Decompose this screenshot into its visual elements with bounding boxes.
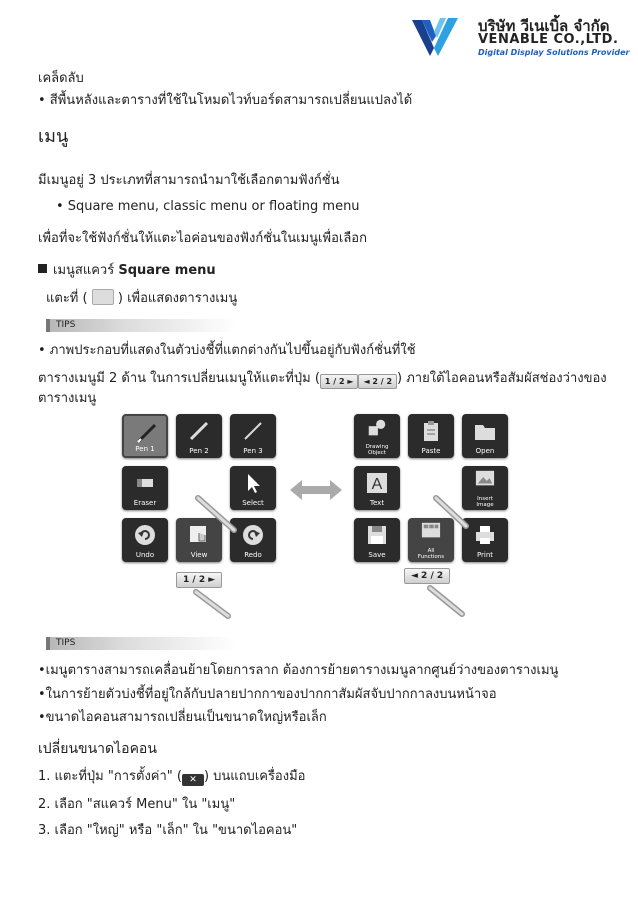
switch-arrow-icon (290, 478, 342, 502)
menu-heading: เมนู (38, 126, 69, 147)
tips-label-1: TIPS (46, 319, 236, 332)
tip-bullet: • สีพื้นหลังและตารางที่ใช้ในโหมดไวท์บอร์ดสามารถเปลี่ยนแปลงได้ (38, 93, 413, 108)
tile-label: All Functions (417, 548, 445, 560)
tile-label: Open (475, 447, 495, 455)
tips-label-2: TIPS (46, 637, 236, 650)
tips1-line2-before: ตารางเมนูมี 2 ด้าน ในการเปลี่ยนเมนูให้แตะที่ปุ่ม ( (38, 371, 320, 386)
menu-description: เพื่อที่จะใช้ฟังก์ชั่นให้แตะไอค่อนของฟังก์ชั่นในเมนูเพื่อเลือก (38, 231, 367, 246)
tap-line-before: แตะที่ ( (46, 291, 88, 306)
square-bullet-icon (38, 264, 47, 273)
tile-eraser[interactable] (122, 466, 168, 510)
tile-pen-2[interactable] (176, 414, 222, 458)
menu-page-2 (352, 408, 512, 620)
menu-page2-pager-button[interactable]: ◄ 2 / 2 (404, 568, 450, 584)
svg-text:A: A (371, 476, 383, 493)
tile-text[interactable] (354, 466, 400, 510)
square-menu-icon[interactable] (92, 289, 114, 305)
square-menu-name: Square menu (118, 263, 216, 278)
menu-intro: มีเมนูอยู่ 3 ประเภทที่สามารถนำมาใช้เลือกตามฟังก์ชั่น (38, 173, 340, 188)
tips1-line1: • ภาพประกอบที่แสดงในตัวบ่งชี้ที่แตกต่างกันไปขึ้นอยู่กับฟังก์ชั่นที่ใช้ (38, 343, 416, 358)
company-english-name: VENABLE CO.,LTD. (478, 32, 619, 47)
tile-undo[interactable] (122, 518, 168, 562)
tips1-line3: ตารางเมนู (38, 391, 97, 406)
tile-label: Paste (421, 447, 441, 455)
tile-label: Drawing Object (365, 444, 389, 456)
step-1-before: 1. แตะที่ปุ่ม "การตั้งค่า" ( (38, 769, 182, 784)
step-3: 3. เลือก "ใหญ่" หรือ "เล็ก" ใน "ขนาดไอคอน" (38, 823, 298, 838)
tips1-line2 (38, 370, 607, 389)
pen-icon (135, 421, 159, 445)
tile-label: Pen 1 (135, 445, 155, 453)
square-menu-prefix: เมนูสแควร์ (53, 263, 119, 278)
touch-pen-icon (426, 584, 466, 618)
menu-types: • Square menu, classic menu or floating menu (56, 199, 360, 214)
touch-pen-icon (192, 588, 232, 620)
tile-label: Print (476, 551, 494, 559)
step-1 (38, 768, 305, 786)
tile-label: Eraser (133, 499, 157, 507)
tap-line (46, 289, 237, 308)
company-thai-name: บริษัท วีเนเบิ้ล จำกัด (478, 17, 610, 35)
tile-open[interactable] (462, 414, 508, 458)
redo-icon (241, 523, 265, 547)
step-1-after: ) บนแถบเครื่องมือ (203, 769, 306, 784)
menu-page1-pager-button[interactable]: 1 / 2 ► (176, 572, 222, 588)
company-tagline: Digital Display Solutions Provider (478, 48, 630, 57)
icon-size-heading: เปลี่ยนขนาดไอคอน (38, 741, 157, 757)
tips2-line-1: •เมนูตารางสามารถเคลื่อนย้ายโดยการลาก ต้องการย้ายตารางเมนูลากศูนย์ว่างของตารางเมนู (38, 663, 559, 678)
tile-save[interactable] (354, 518, 400, 562)
menu-page-1 (120, 408, 280, 620)
tips1-line2-after: ) ภายใต้ไอคอนหรือสัมผัสช่องว่างของ (397, 371, 607, 386)
clipboard-icon (419, 419, 443, 443)
touch-pen-icon (432, 494, 472, 532)
eraser-icon (133, 471, 157, 495)
folder-icon (473, 419, 497, 443)
pen-icon (241, 419, 265, 443)
page-prev-button[interactable]: ◄ 2 / 2 (358, 374, 397, 389)
tile-label: Text (369, 499, 385, 507)
touch-pen-icon (194, 494, 240, 534)
tile-pen-1[interactable] (122, 414, 168, 458)
tile-label: Insert Image (476, 496, 494, 508)
tile-label: Undo (135, 551, 155, 559)
tile-drawing-object[interactable] (354, 414, 400, 458)
tap-line-after: ) เพื่อแสดงตารางเมนู (117, 291, 238, 306)
tile-label: Redo (244, 551, 262, 559)
venable-logo-icon (412, 18, 458, 58)
tips2-line-3: •ขนาดไอคอนสามารถเปลี่ยนเป็นขนาดใหญ่หรือเล็ก (38, 710, 327, 725)
cursor-arrow-icon (241, 471, 265, 495)
printer-icon (473, 523, 497, 547)
tile-label: Select (242, 499, 264, 507)
tile-label: View (190, 551, 208, 559)
floppy-disk-icon (365, 523, 389, 547)
tile-label: Pen 2 (189, 447, 209, 455)
shapes-icon (365, 417, 389, 439)
tile-label: Save (368, 551, 386, 559)
settings-icon[interactable]: ✕ (182, 774, 204, 786)
square-menu-heading (38, 262, 216, 280)
tips-section-title: เคล็ดลับ (38, 71, 84, 86)
text-a-icon (365, 471, 389, 495)
undo-icon (133, 523, 157, 547)
pen-icon (187, 419, 211, 443)
page-next-button[interactable]: 1 / 2 ► (320, 374, 359, 389)
image-icon (473, 469, 497, 489)
tile-pen-3[interactable] (230, 414, 276, 458)
tips2-line-2: •ในการย้ายตัวบ่งชี้ที่อยู่ใกล้กับปลายปากกาของปากกาสัมผัสจับปากกาลงบนหน้าจอ (38, 687, 497, 702)
tile-paste[interactable] (408, 414, 454, 458)
tile-label: Pen 3 (243, 447, 263, 455)
step-2: 2. เลือก "สแควร์ Menu" ใน "เมนู" (38, 797, 236, 812)
